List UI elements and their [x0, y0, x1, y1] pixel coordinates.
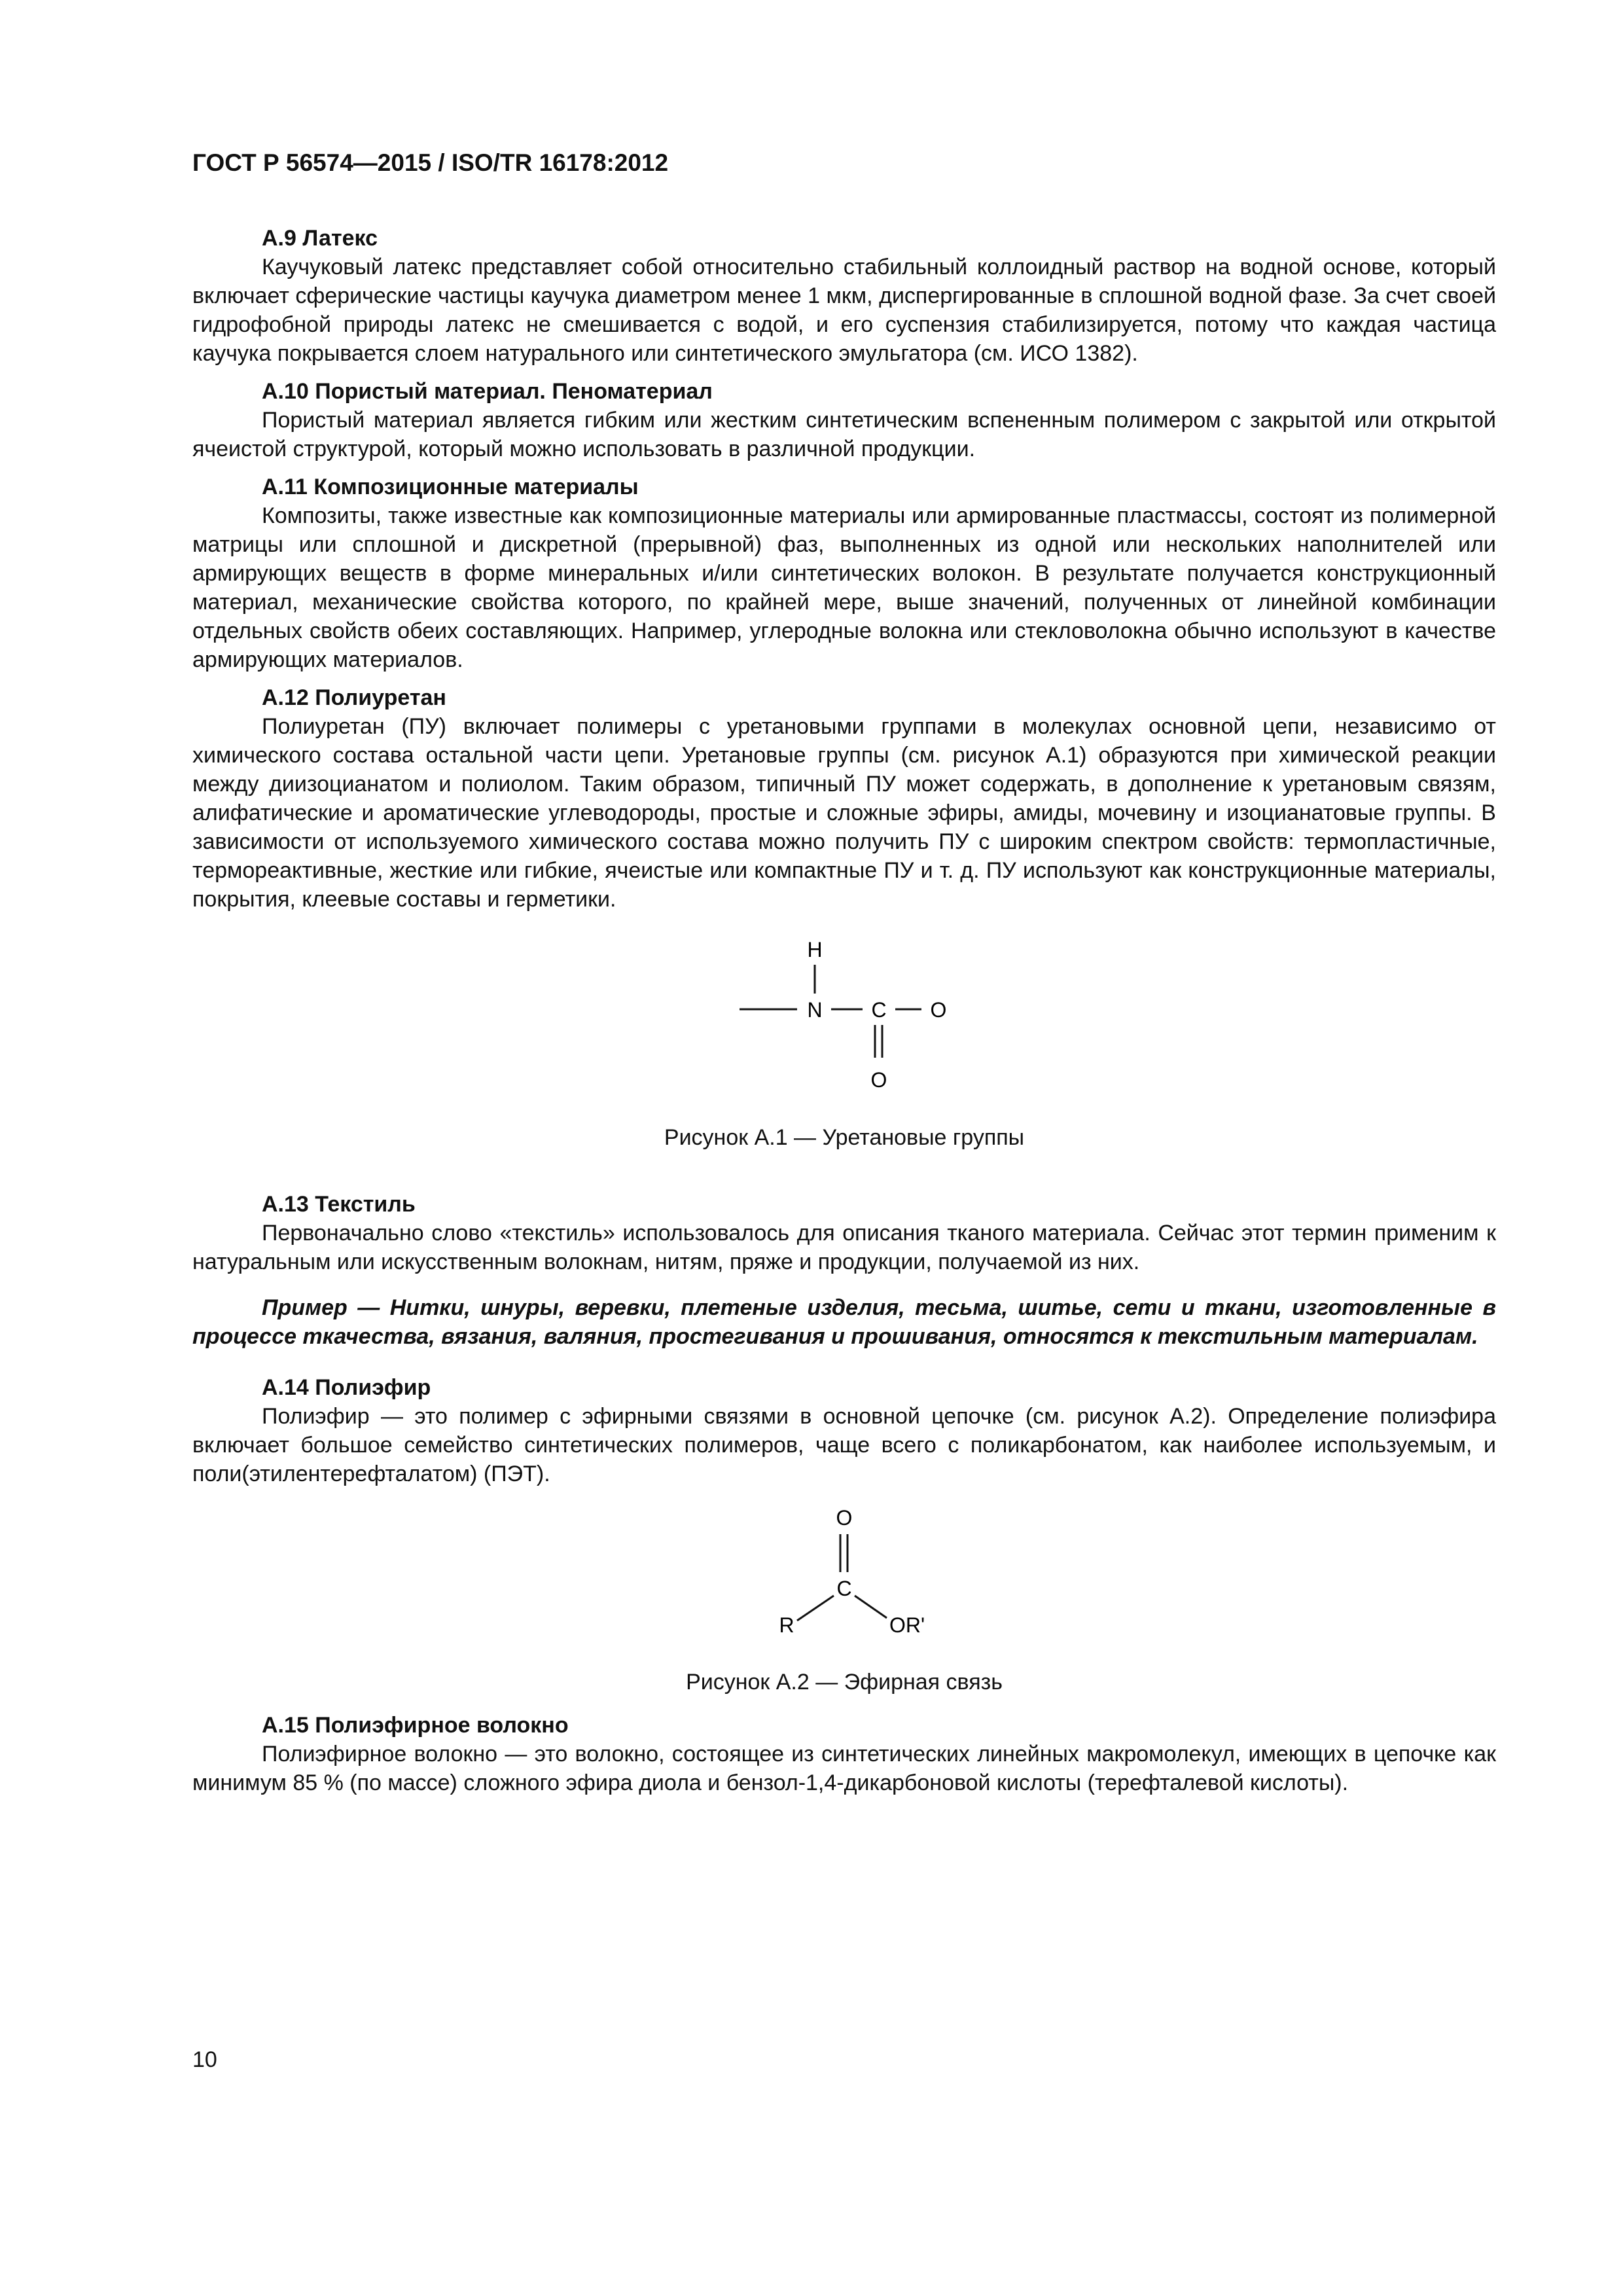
- bond-c-r: [797, 1596, 834, 1621]
- atom-r: R: [779, 1613, 794, 1637]
- section-a9-paragraph: Каучуковый латекс представляет собой относительно стабильный коллоидный раствор на водной основе, который включает сферические частицы каучука диаметром менее 1 мкм, диспергированные в сплошной водной фазе. За счет своей гидрофобной природы латекс не смешивается с водой, и его суспензия стабилизируется, потому что каждая частица каучука покрывается слоем натурального или синтетического эмульгатора (см. ИСО 1382).: [192, 255, 1496, 366]
- bond-c-or: [855, 1596, 887, 1618]
- document-header: ГОСТ Р 56574—2015 / ISO/TR 16178:2012: [192, 149, 669, 176]
- figure-ester-bond: [192, 1505, 1496, 1649]
- section-a14-paragraph: Полиэфир — это полимер с эфирными связями в основной цепочке (см. рисунок А.2). Определение полиэфира включает большое семейство синтетических полимеров, чаще всего с поликарбонатом, как наиболее используемым, и поли(этилентерефталатом) (ПЭТ).: [192, 1404, 1496, 1486]
- section-a13-paragraph: Первоначально слово «текстиль» использовалось для описания тканого материала. Сейчас этот термин применим к натуральным или искусственным волокнам, нитям, пряже и продукции, получаемой из них.: [192, 1221, 1496, 1274]
- atom-n: N: [807, 998, 823, 1022]
- ester-structure-diagram: [753, 1505, 936, 1649]
- figure-1-caption: Рисунок А.1 — Уретановые группы: [664, 1125, 1025, 1150]
- section-title-a9: А.9 Латекс: [262, 226, 378, 251]
- section-title-a11: А.11 Композиционные материалы: [262, 475, 639, 499]
- section-title-a13: А.13 Текстиль: [262, 1192, 416, 1217]
- atom-h: H: [807, 938, 823, 961]
- atom-o-double: O: [870, 1068, 887, 1092]
- figure-2-caption: Рисунок А.2 — Эфирная связь: [686, 1670, 1003, 1695]
- section-title-a12: А.12 Полиуретан: [262, 685, 446, 710]
- atom-o-top: O: [836, 1506, 853, 1530]
- atom-o-single: O: [930, 998, 947, 1022]
- section-a15-paragraph: Полиэфирное волокно — это волокно, состоящее из синтетических линейных макромолекул, имеющих в цепочке как минимум 85 % (по массе) сложного эфира диола и бензол-1,4-дикарбоновой кислоты (терефталевой кислоты).: [192, 1742, 1496, 1795]
- atom-c: C: [836, 1577, 852, 1600]
- section-a11-paragraph: Композиты, также известные как композиционные материалы или армированные пластмассы, состоят из полимерной матрицы или сплошной и дискретной (прерывной) фаз, выполненных из одной или нескольких наполнителей или армирующих веществ в форме минеральных и/или синтетических волокон. В результате получается конструкционный материал, механические свойства которого, по крайней мере, выше значений, полученных от линейной комбинации отдельных свойств обеих составляющих. Например, углеродные волокна или стекловолокна обычно используют в качестве армирующих материалов.: [192, 503, 1496, 672]
- atom-or: OR': [889, 1613, 925, 1637]
- atom-c: C: [871, 998, 887, 1022]
- section-a13-example: Пример — Нитки, шнуры, веревки, плетеные изделия, тесьма, шитье, сети и ткани, изготовленные в процессе ткачества, вязания, валяния, простегивания и прошивания, относятся к текстильным материалам.: [192, 1295, 1496, 1349]
- section-title-a15: А.15 Полиэфирное волокно: [262, 1713, 569, 1738]
- urethane-structure-diagram: [726, 933, 962, 1103]
- section-title-a14: А.14 Полиэфир: [262, 1375, 431, 1400]
- section-title-a10: А.10 Пористый материал. Пеноматериал: [262, 379, 713, 404]
- figure-urethane-group: [192, 933, 1496, 1103]
- section-a12-paragraph: Полиуретан (ПУ) включает полимеры с уретановыми группами в молекулах основной цепи, независимо от химического состава остальной части цепи. Уретановые группы (см. рисунок А.1) образуются при химической реакции между диизоцианатом и полиолом. Таким образом, типичный ПУ может содержать, в дополнение к уретановым связям, алифатические и ароматические углеводороды, простые и сложные эфиры, амиды, мочевину и изоцианатовые группы. В зависимости от используемого химического состава можно получить ПУ с широким спектром свойств: термопластичные, термореактивные, жесткие или гибкие, ячеистые или компактные ПУ и т. д. ПУ используют как конструкционные материалы, покрытия, клеевые составы и герметики.: [192, 714, 1496, 912]
- page-number: 10: [192, 2047, 217, 2072]
- page-content: [192, 224, 1496, 1797]
- section-a10-paragraph: Пористый материал является гибким или жестким синтетическим вспененным полимером с закрытой или открытой ячеистой структурой, который можно использовать в различной продукции.: [192, 408, 1496, 461]
